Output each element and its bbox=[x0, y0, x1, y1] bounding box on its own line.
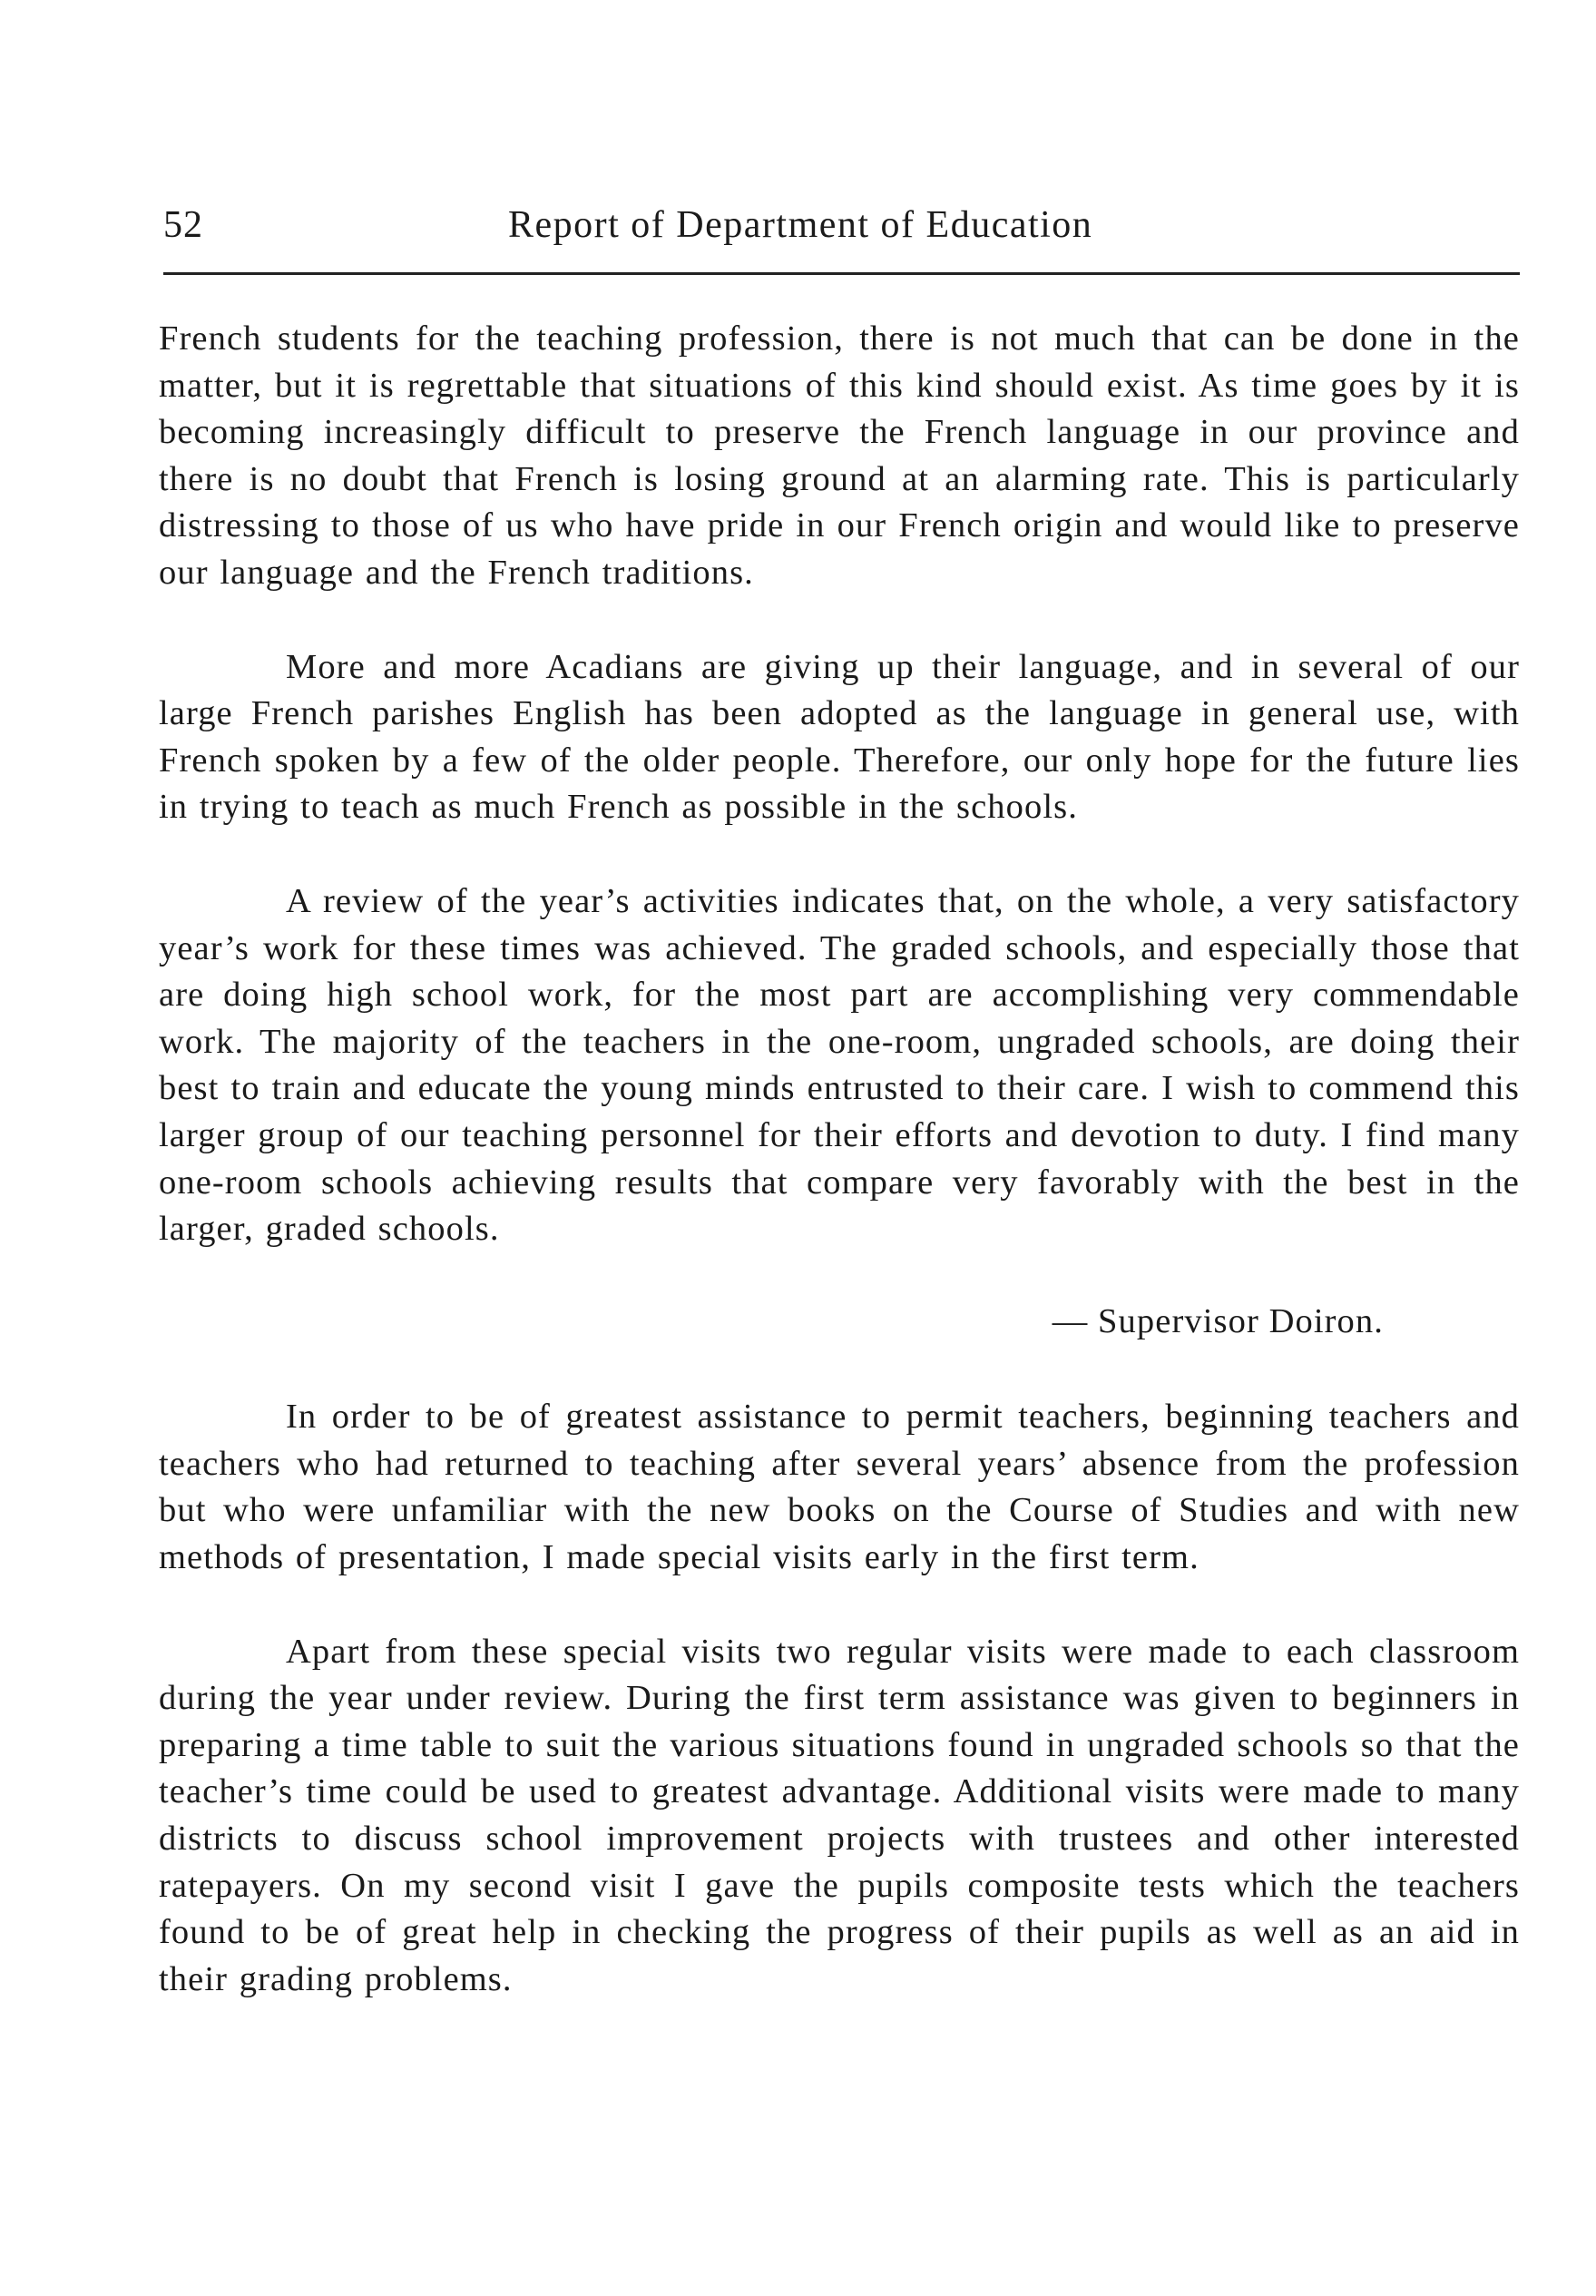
paragraph-continuation: French students for the teaching profession, there is not much that can be done in the matter, but it is regrettable that situations of this kind should exist. As time goes by it is becoming increasingly difficult to preserve the French language in our province and there is no doubt that French is losing ground at an alarming rate. This is particularly distressing to those of us who have pride in our French origin and would like to preserve our language and the French traditions. bbox=[159, 319, 1520, 592]
running-title: Report of Department of Education bbox=[508, 204, 1093, 246]
section-gap bbox=[159, 1345, 1520, 1394]
paragraph-acadians: More and more Acadians are giving up their language, and in several of our large French parishes English has been adopted as the language in general use, with French spoken by a few of the older people. Therefore, our only hope for the future lies in trying to teach as much French as possible in the schools. bbox=[159, 647, 1520, 827]
body-text bbox=[159, 316, 1520, 2003]
header-divider bbox=[163, 272, 1520, 275]
signature: — Supervisor Doiron. bbox=[1052, 1301, 1384, 1340]
paragraph-year-review: A review of the year’s activities indicates that, on the whole, a very satisfactory year’s work for these times was achieved. The graded schools, and especially those that are doing high school work, for the most part are accomplishing very commendable work. The majority of the teachers in the one-room, ungraded schools, are doing their best to train and educate the young minds entrusted to their care. I wish to commend this larger group of our teaching personnel for their efforts and devotion to duty. I find many one-room schools achieving results that compare very favorably with the best in the larger, graded schools. bbox=[159, 881, 1520, 1249]
paragraph-special-visits: In order to be of greatest assistance to permit teachers, beginning teachers and teachers who had returned to teaching after several years’ absence from the profession but who were unfamiliar with the new books on the Course of Studies and with new methods of presentation, I made special visits early in the first term. bbox=[159, 1398, 1520, 1577]
paragraph-regular-visits: Apart from these special visits two regular visits were made to each classroom during the year under review. During the first term assistance was given to beginners in preparing a time table to suit the various situations found in ungraded schools so that the teacher’s time could be used to greatest advantage. Additional visits were made to many districts to discuss school improvement projects with trustees and other interested ratepayers. On my second visit I gave the pupils composite tests which the teachers found to be of great help in checking the progress of their pupils as well as an aid in their grading problems. bbox=[159, 1632, 1520, 1998]
page-number: 52 bbox=[163, 204, 203, 246]
page-header bbox=[163, 198, 1520, 252]
